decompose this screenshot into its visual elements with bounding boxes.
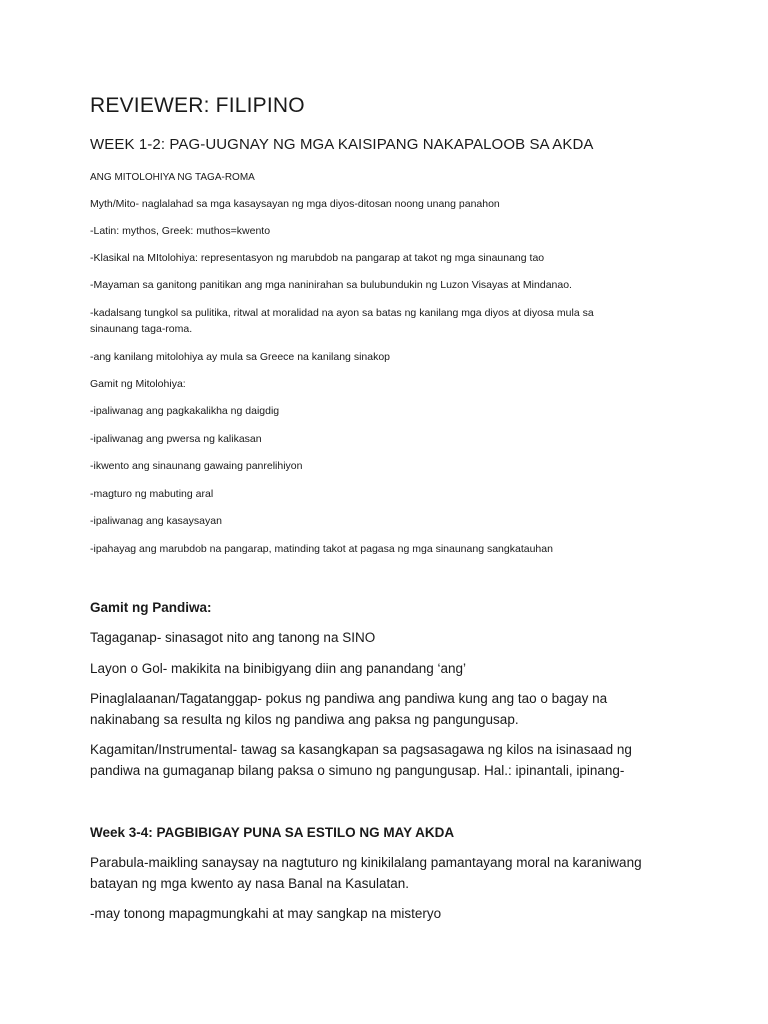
pandiwa-item: Pinaglalaanan/Tagatanggap- pokus ng pandiwa ang pandiwa kung ang tao o bagay na nakinabang sa resulta ng kilos ng pandiwa ang paksa ng pangungusap. xyxy=(90,691,608,727)
gamit-mitolohiya-item: -ikwento ang sinaunang gawaing panrelihiyon xyxy=(90,460,303,472)
gamit-mitolohiya-item: -ipahayag ang marubdob na pangarap, matinding takot at pagasa ng mga sinaunang sangkatauhan xyxy=(90,543,553,555)
gamit-mitolohiya-item: -magturo ng mabuting aral xyxy=(90,488,214,500)
myth-line: -Klasikal na MItolohiya: representasyon ng marubdob na pangarap at takot ng mga sinaunang tao xyxy=(90,252,545,264)
myth-line: -Latin: mythos, Greek: muthos=kwento xyxy=(90,225,271,237)
gamit-mitolohiya-label: Gamit ng Mitolohiya: xyxy=(90,378,186,390)
parabula-line: Parabula-maikling sanaysay na nagtuturo ng kinikilalang pamantayang moral na karaniwang batayan ng mga kwento ay nasa Banal na Kasulatan. xyxy=(90,855,642,891)
myth-line: Myth/Mito- naglalahad sa mga kasaysayan ng mga diyos-ditosan noong unang panahon xyxy=(90,198,500,210)
week-1-2-heading: WEEK 1-2: PAG-UUGNAY NG MGA KAISIPANG NAKAPALOOB SA AKDA xyxy=(90,136,594,153)
myth-line: -ang kanilang mitolohiya ay mula sa Greece na kanilang sinakop xyxy=(90,351,391,363)
mitolohiya-heading: ANG MITOLOHIYA NG TAGA-ROMA xyxy=(90,172,255,183)
parabula-line: -may tonong mapagmungkahi at may sangkap na misteryo xyxy=(90,906,442,921)
document-title: REVIEWER: FILIPINO xyxy=(90,94,305,117)
myth-line: -Mayaman sa ganitong panitikan ang mga naninirahan sa bulubundukin ng Luzon Visayas at Mindanao. xyxy=(90,279,572,291)
pandiwa-item: Tagaganap- sinasagot nito ang tanong na SINO xyxy=(90,630,376,645)
myth-line: -kadalsang tungkol sa pulitika, ritwal at moralidad na ayon sa batas ng kanilang mga diyos at diyosa mula sa sinaunang taga-roma. xyxy=(90,307,594,335)
pandiwa-item: Layon o Gol- makikita na binibigyang diin ang panandang ‘ang’ xyxy=(90,661,467,676)
gamit-pandiwa-heading: Gamit ng Pandiwa: xyxy=(90,600,212,615)
gamit-mitolohiya-item: -ipaliwanag ang kasaysayan xyxy=(90,515,222,527)
pandiwa-item: Kagamitan/Instrumental- tawag sa kasangkapan sa pagsasagawa ng kilos na isinasaad ng pandiwa na gumaganap bilang paksa o simuno ng pangungusap. Hal.: ipinantali, ipinang- xyxy=(90,742,632,778)
week-3-4-heading: Week 3-4: PAGBIBIGAY PUNA SA ESTILO NG MAY AKDA xyxy=(90,825,455,840)
gamit-mitolohiya-item: -ipaliwanag ang pwersa ng kalikasan xyxy=(90,433,262,445)
gamit-mitolohiya-item: -ipaliwanag ang pagkakalikha ng daigdig xyxy=(90,405,280,417)
